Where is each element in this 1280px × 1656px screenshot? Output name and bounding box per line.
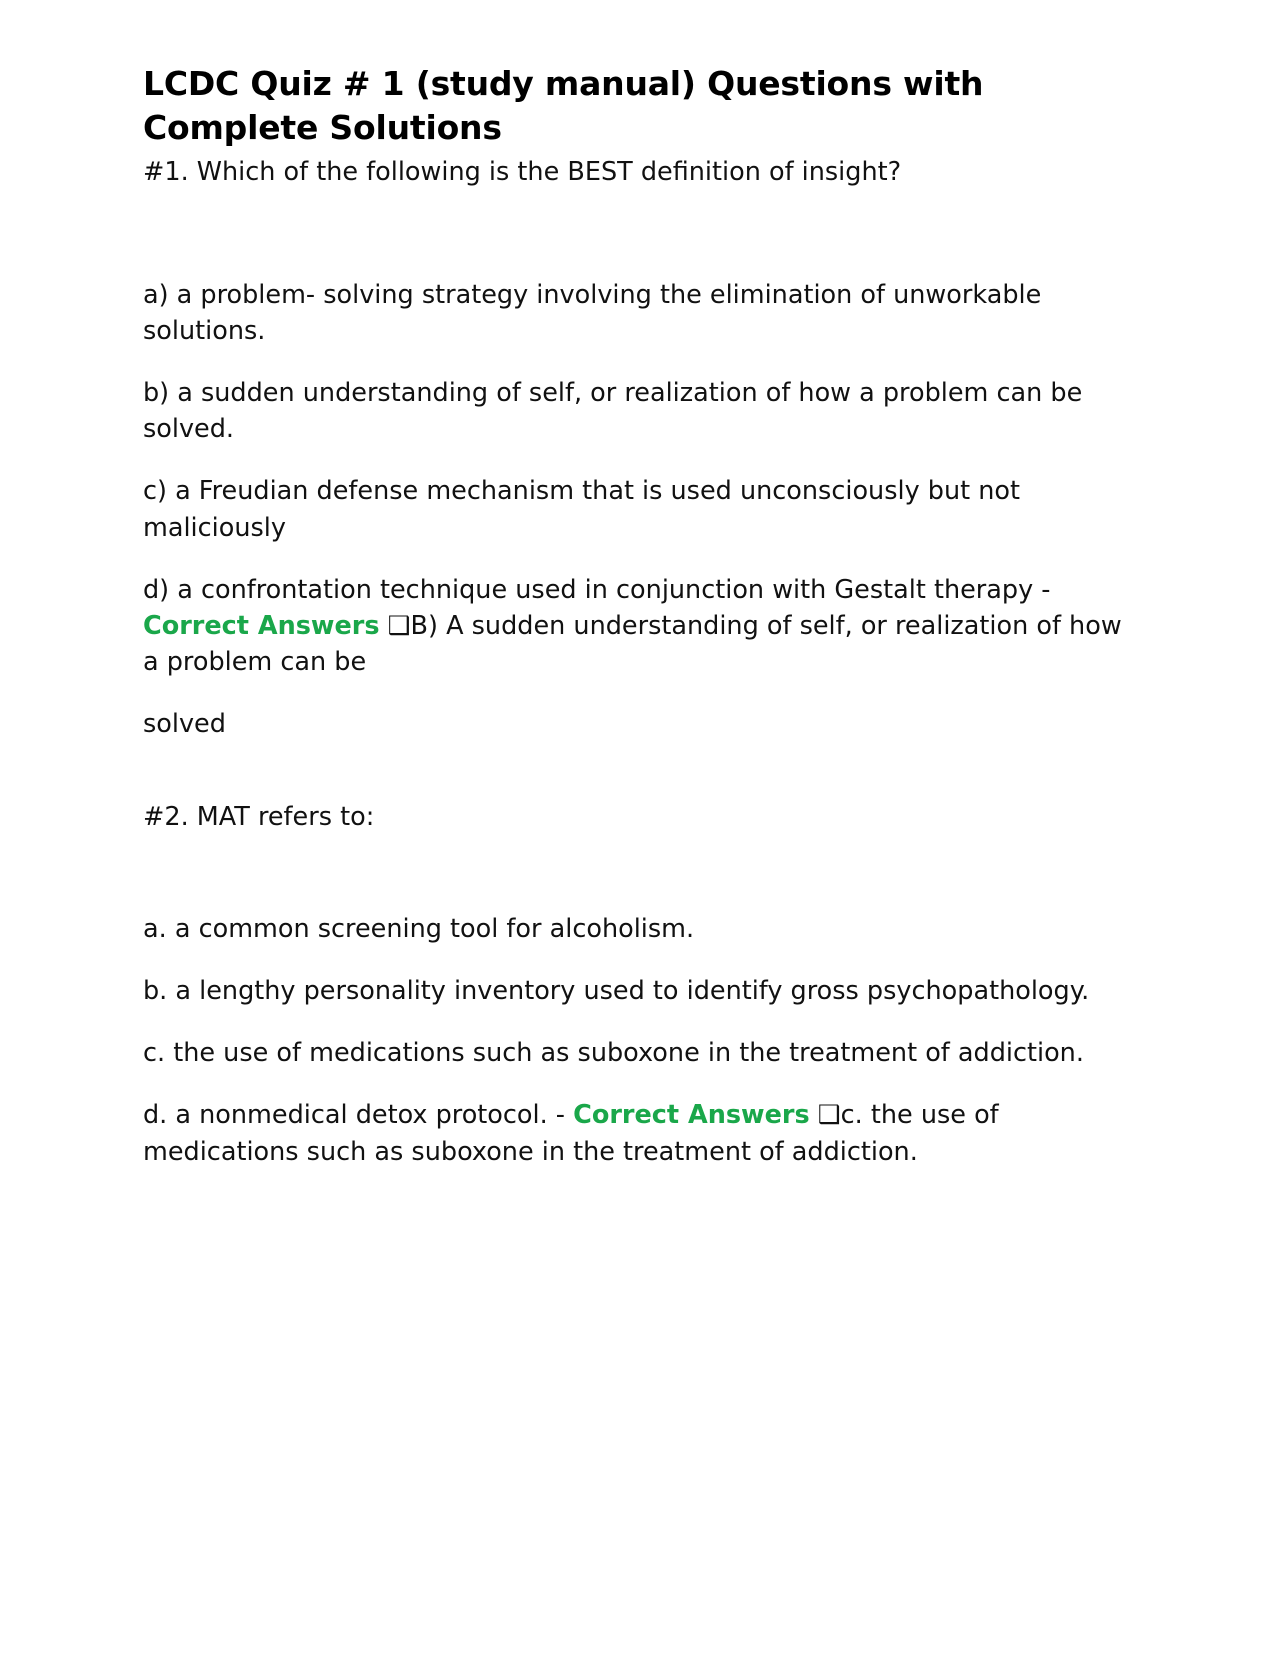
- question-2-correct-answers-label: Correct Answers: [573, 1100, 810, 1131]
- question-1-option-b: b) a sudden understanding of self, or realization of how a problem can be solved.: [143, 378, 1083, 445]
- question-1-answer-text: B) A sudden understanding of self, or realization of how a problem can be: [143, 611, 1122, 678]
- question-block-2: [143, 799, 1130, 1170]
- question-2-answer-glyph: ❑: [817, 1100, 841, 1131]
- page-title: LCDC Quiz # 1 (study manual) Questions with Complete Solutions: [143, 64, 984, 148]
- question-2-option-d-text: d. a nonmedical detox protocol. -: [143, 1100, 574, 1131]
- question-2-option-c: c. the use of medications such as suboxone in the treatment of addiction.: [143, 1038, 1084, 1069]
- question-1-correct-answers-label: Correct Answers: [143, 611, 380, 642]
- question-1-answer-glyph: ❑: [387, 611, 411, 642]
- question-2-prompt: #2. MAT refers to:: [143, 801, 375, 832]
- question-1-option-d-with-answer: [143, 572, 1130, 681]
- question-1-option-a: a) a problem- solving strategy involving the elimination of unworkable solutions.: [143, 279, 1042, 346]
- question-1-option-c: c) a Freudian defense mechanism that is used unconsciously but not maliciously: [143, 476, 1020, 543]
- question-2-answer-text: c. the use of medications such as suboxone in the treatment of addiction.: [143, 1100, 999, 1167]
- question-2-option-b: b. a lengthy personality inventory used to identify gross psychopathology.: [143, 976, 1090, 1007]
- question-1-prompt: #1. Which of the following is the BEST definition of insight?: [143, 157, 902, 188]
- question-2-option-a: a. a common screening tool for alcoholism.: [143, 913, 695, 944]
- question-block-1: [143, 154, 1130, 742]
- question-1-option-d-text: d) a confrontation technique used in conjunction with Gestalt therapy -: [143, 574, 1051, 605]
- question-2-option-d-with-answer: [143, 1097, 1130, 1169]
- question-1-answer-continuation: solved: [143, 709, 226, 740]
